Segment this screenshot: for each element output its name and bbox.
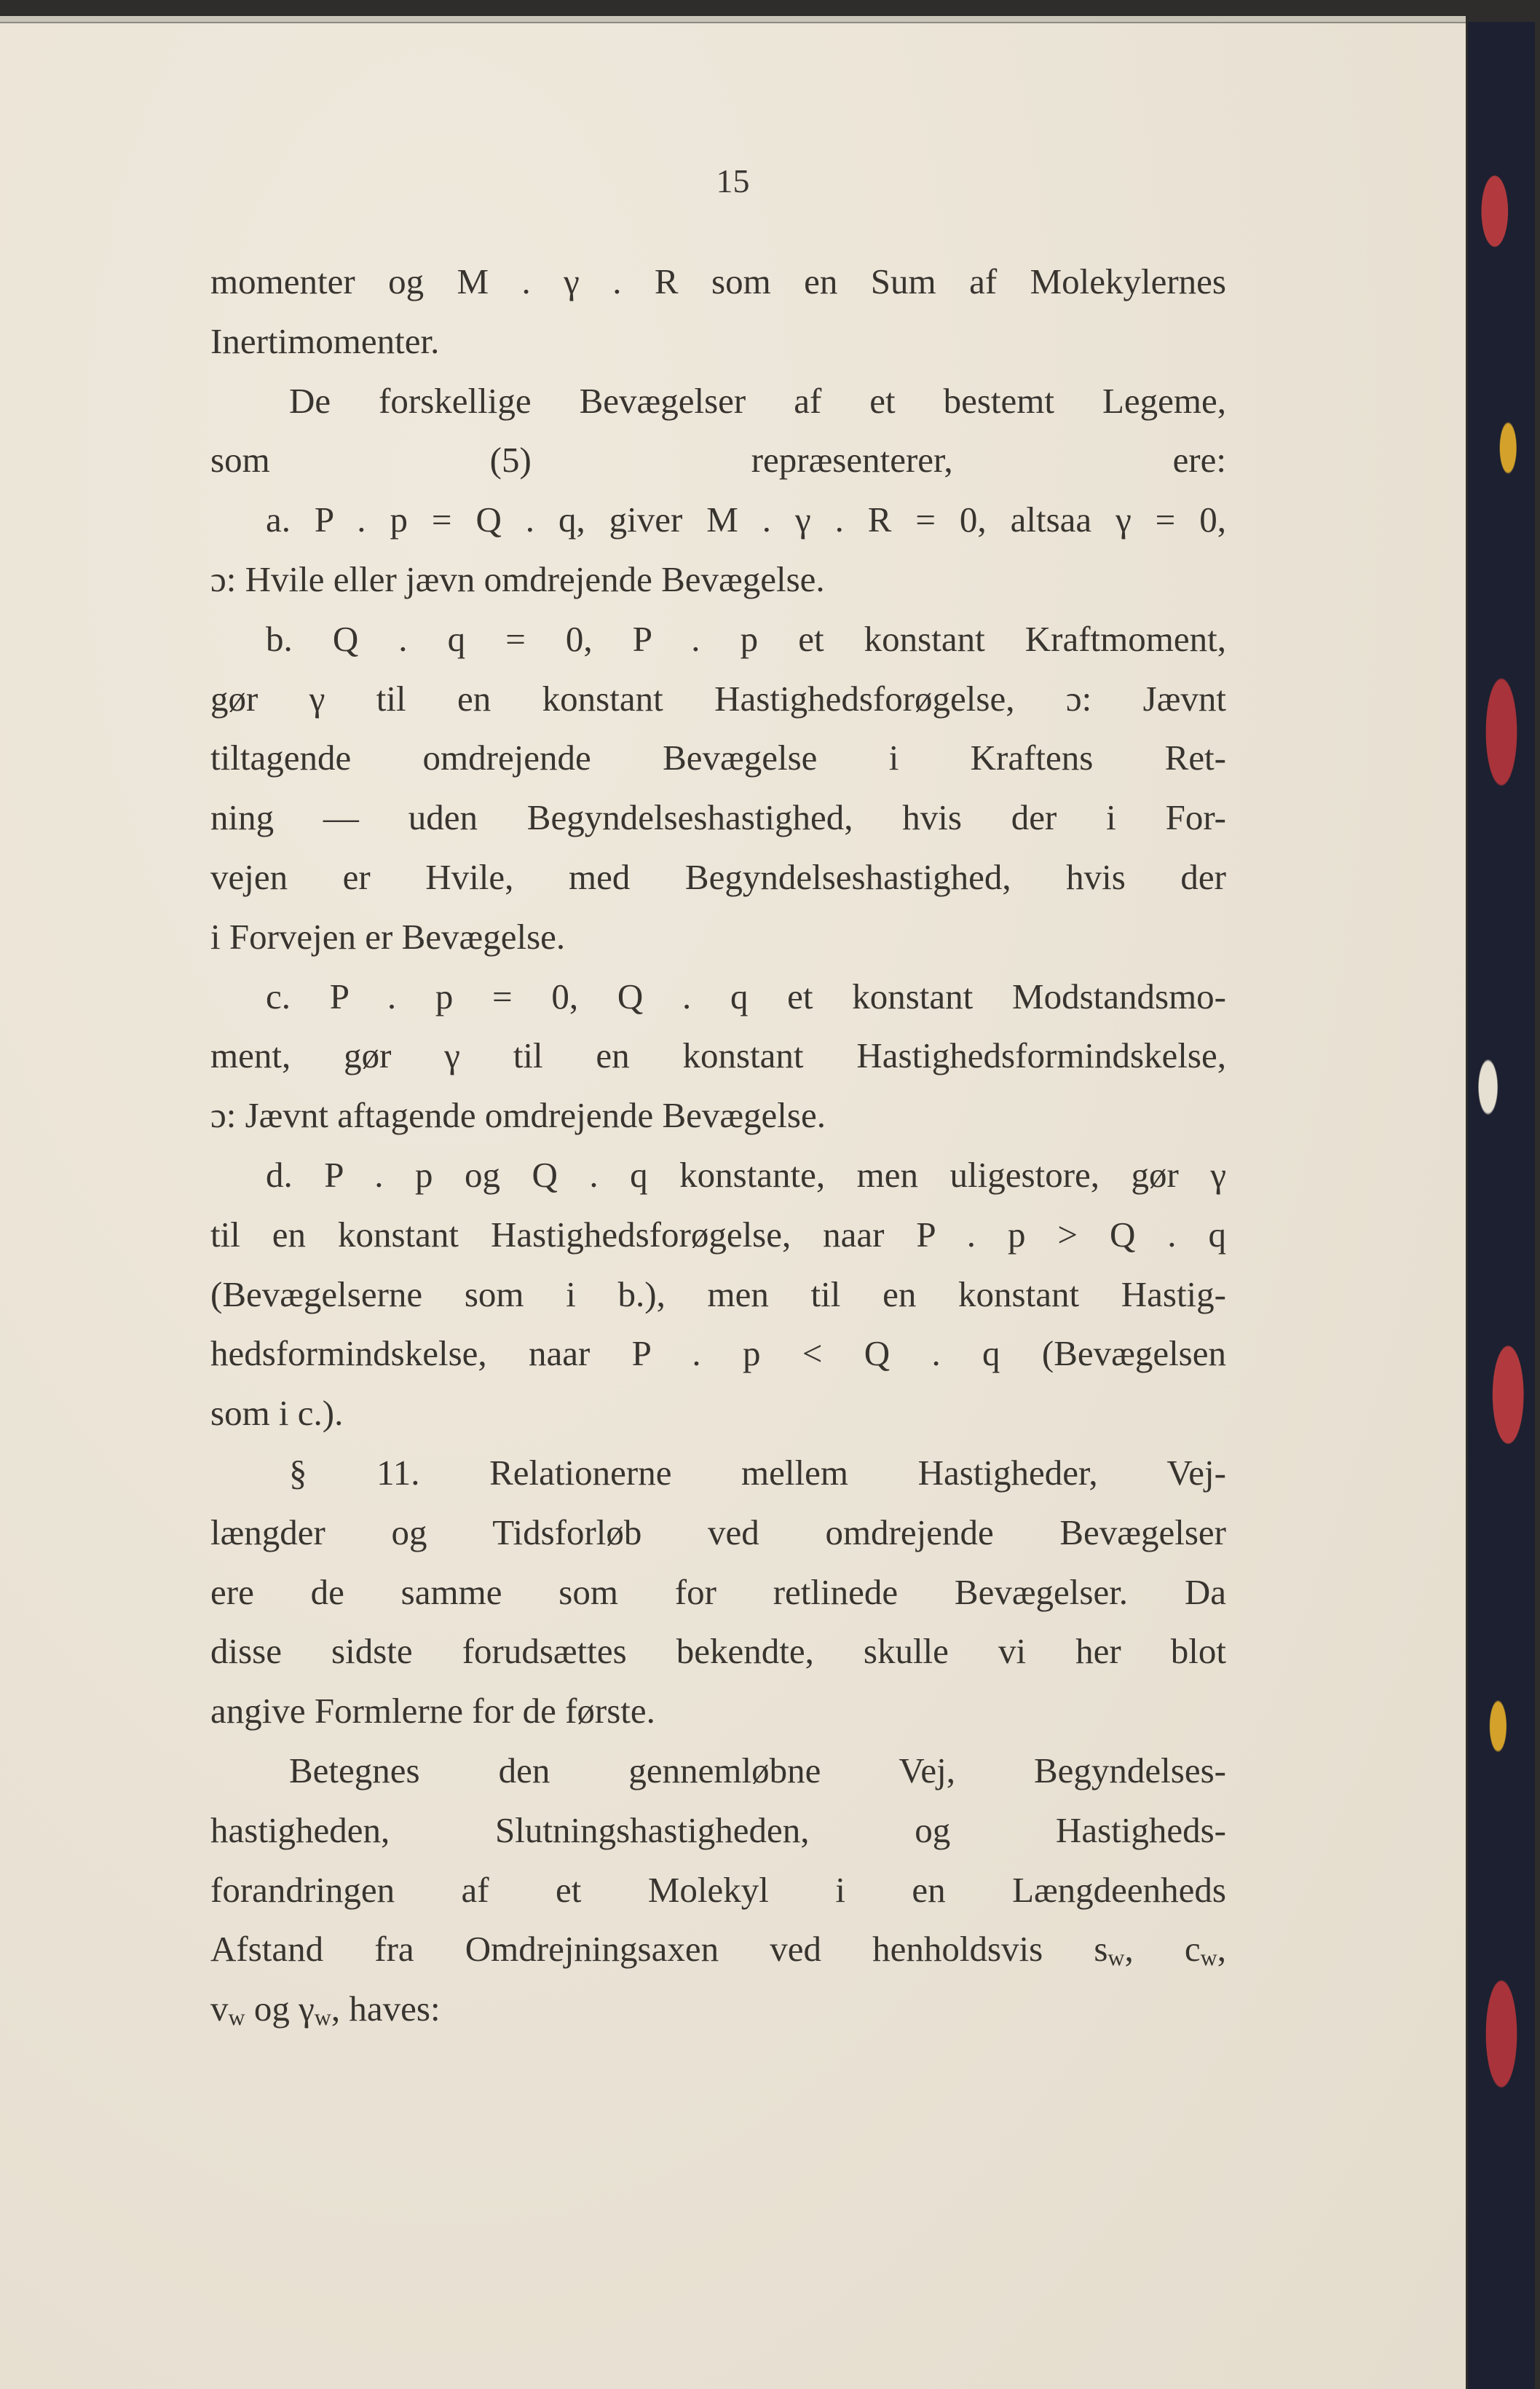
text-line: ment, gør γ til en konstant Hastighedsformindskelse, — [210, 1035, 1226, 1076]
text-line: som (5) repræsenterer, ere: — [210, 440, 1226, 481]
text-line: hedsformindskelse, naar P . p < Q . q (Bevægelsen — [210, 1333, 1226, 1374]
page-number: 15 — [716, 162, 750, 200]
section-heading-line: § 11. Relationerne mellem Hastigheder, Vej- — [289, 1452, 1226, 1493]
text-line: ning — uden Begyndelseshastighed, hvis der i For- — [210, 797, 1226, 838]
text-line: ere de samme som for retlinede Bevægelser. Da — [210, 1571, 1226, 1612]
page-top-edge — [0, 16, 1466, 23]
text-line: længder og Tidsforløb ved omdrejende Bevægelser — [210, 1512, 1226, 1552]
text-line: gør γ til en konstant Hastighedsforøgelse, ɔ: Jævnt — [210, 678, 1226, 719]
body-text — [210, 252, 1226, 2039]
text-line: Inertimomenter. — [210, 320, 440, 361]
text-line: som i c.). — [210, 1393, 344, 1434]
text-line: (Bevægelserne som i b.), men til en konstant Hastig- — [210, 1274, 1226, 1314]
marbled-cover-edge — [1468, 22, 1535, 2389]
text-line: til en konstant Hastighedsforøgelse, naar P . p > Q . q — [210, 1214, 1226, 1255]
text-line: $v_w$ og $\gamma_w$, haves: — [210, 1989, 441, 2031]
text-line: i Forvejen er Bevægelse. — [210, 916, 566, 957]
text-line: forandringen af et Molekyl i en Længdeenheds — [210, 1869, 1226, 1910]
text-line: tiltagende omdrejende Bevægelse i Kraftens Ret- — [210, 738, 1226, 778]
text-line: disse sidste forudsættes bekendte, skulle vi her blot — [210, 1631, 1226, 1672]
text-line: c. P . p = 0, Q . q et konstant Modstandsmo- — [266, 976, 1226, 1016]
text-line: De forskellige Bevægelser af et bestemt Legeme, — [289, 380, 1226, 421]
text-line: hastigheden, Slutningshastigheden, og Hastigheds- — [210, 1809, 1226, 1850]
text-line: Afstand fra Omdrejningsaxen ved henholdsvis $s_w$, $c_w$, — [210, 1929, 1227, 1971]
text-line: a. P . p = Q . q, giver M . γ . R = 0, altsaa γ = 0, — [266, 499, 1226, 540]
text-line: Betegnes den gennemløbne Vej, Begyndelses- — [289, 1750, 1226, 1790]
text-line: d. P . p og Q . q konstante, men uligestore, gør γ — [266, 1154, 1226, 1195]
text-line: angive Formlerne for de første. — [210, 1691, 655, 1731]
text-line: momenter og M . γ . R som en Sum af Molekylernes — [210, 261, 1226, 301]
text-line: vejen er Hvile, med Begyndelseshastighed, hvis der — [210, 856, 1226, 897]
text-line: ɔ: Jævnt aftagende omdrejende Bevægelse. — [210, 1095, 826, 1136]
text-line: ɔ: Hvile eller jævn omdrejende Bevægelse. — [210, 558, 825, 599]
formula-s: $s_w$, $c_w$, — [1094, 1929, 1227, 1971]
text-line: b. Q . q = 0, P . p et konstant Kraftmoment, — [266, 618, 1226, 659]
